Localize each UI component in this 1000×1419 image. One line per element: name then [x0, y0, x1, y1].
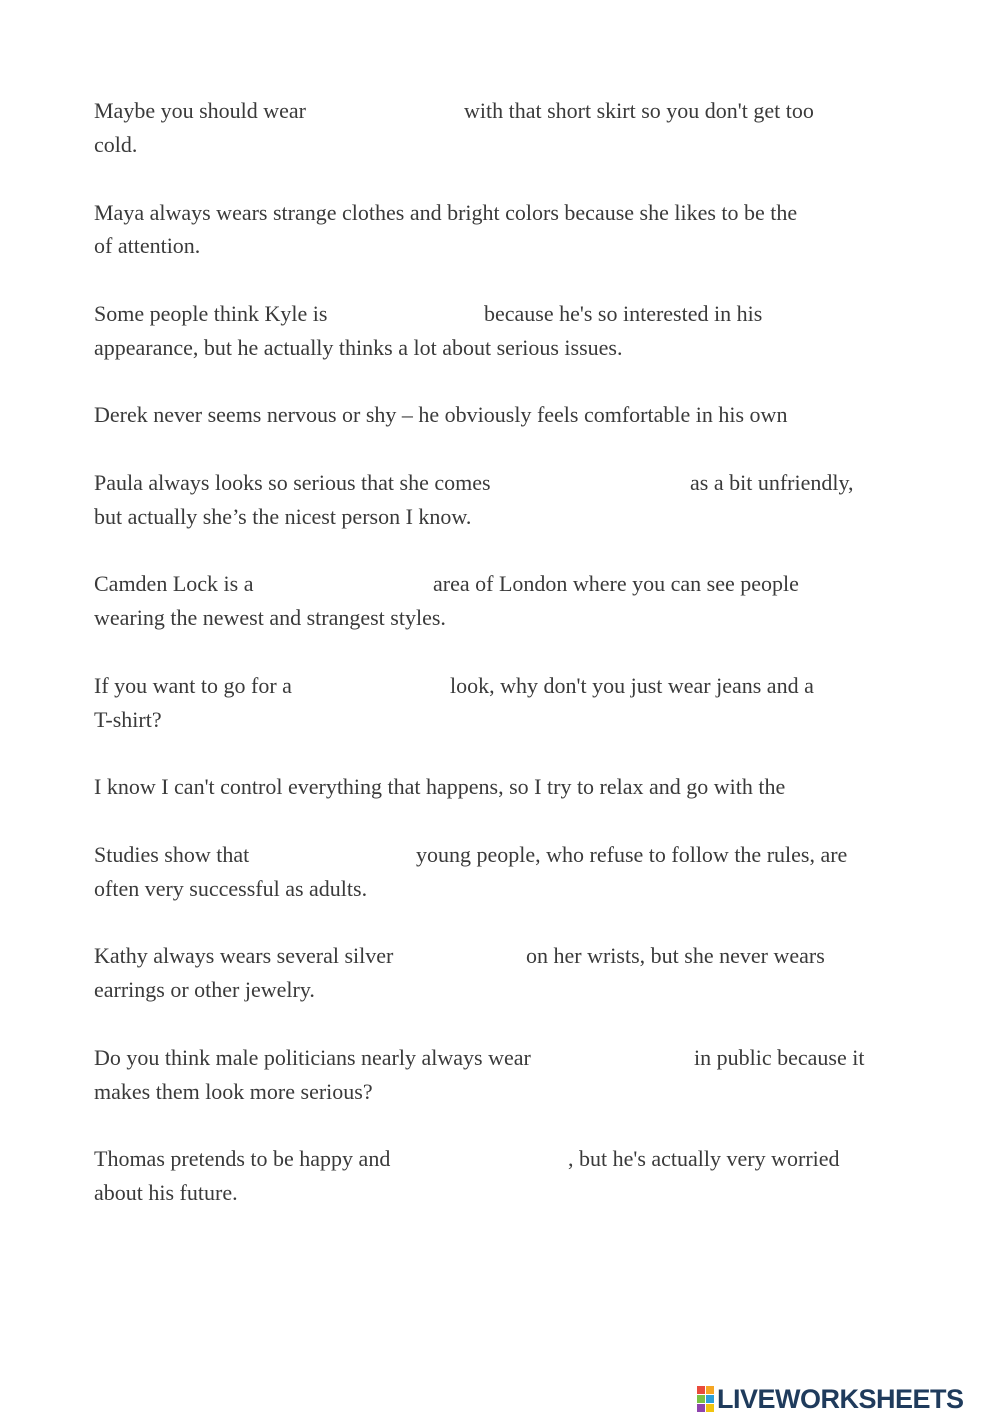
sentence-9-text-c: often very successful as adults.	[94, 876, 368, 901]
sentence-4-text-a: Derek never seems nervous or shy – he obviously feels comfortable in his own	[94, 402, 788, 427]
logo-square	[697, 1386, 705, 1394]
sentence-1-text-c: cold.	[94, 132, 138, 157]
sentence-3-text-a: Some people think Kyle is	[94, 301, 328, 326]
logo-square	[706, 1386, 714, 1394]
sentence-11-text-a: Do you think male politicians nearly always wear	[94, 1045, 531, 1070]
sentence-12-text-a: Thomas pretends to be happy and	[94, 1146, 391, 1171]
sentence-10-blank[interactable]	[420, 941, 524, 971]
sentence-5-text-b: as a bit unfriendly,	[690, 470, 854, 495]
sentence-3-text-b: because he's so interested in his	[484, 301, 763, 326]
sentence-7-text-c: T-shirt?	[94, 707, 162, 732]
sentence-1-text-a: Maybe you should wear	[94, 98, 307, 123]
sentence-3-blank[interactable]	[356, 299, 484, 329]
sentence-7-text-b: look, why don't you just wear jeans and a	[450, 673, 814, 698]
sentence-6-blank[interactable]	[278, 569, 432, 599]
sentence-7-text-a: If you want to go for a	[94, 673, 292, 698]
sentence-6-text-a: Camden Lock is a	[94, 571, 254, 596]
sentence-12-text-c: about his future.	[94, 1180, 238, 1205]
logo-square	[697, 1404, 705, 1412]
sentence-12-text-b: , but he's actually very worried	[568, 1146, 840, 1171]
sentence-11-blank[interactable]	[580, 1043, 694, 1073]
logo-square	[706, 1395, 714, 1403]
logo-square	[697, 1395, 705, 1403]
sentence-3-text-c: appearance, but he actually thinks a lot about serious issues.	[94, 335, 623, 360]
logo-squares-icon	[697, 1386, 714, 1412]
sentence-7-blank[interactable]	[320, 671, 450, 701]
sentence-5-blank[interactable]	[546, 468, 690, 498]
liveworksheets-logo	[697, 1383, 964, 1415]
sentence-1-blank[interactable]	[334, 96, 464, 126]
sentence-11-text-b: in public because it	[694, 1045, 865, 1070]
sentence-6-text-c: wearing the newest and strangest styles.	[94, 605, 446, 630]
sentence-2-text-b: of attention.	[94, 233, 201, 258]
sentence-10-text-a: Kathy always wears several silver	[94, 943, 394, 968]
sentence-11-text-c: makes them look more serious?	[94, 1079, 373, 1104]
sentence-9-text-b: young people, who refuse to follow the rules, are	[416, 842, 848, 867]
sentence-9-blank[interactable]	[274, 840, 414, 870]
sentence-9-text-a: Studies show that	[94, 842, 250, 867]
sentence-6-text-b: area of London where you can see people	[433, 571, 799, 596]
sentence-2-text-a: Maya always wears strange clothes and bright colors because she likes to be the	[94, 200, 798, 225]
sentence-1-text-b: with that short skirt so you don't get too	[464, 98, 814, 123]
logo-square	[706, 1404, 714, 1412]
sentence-12-blank[interactable]	[444, 1144, 566, 1174]
sentence-5-text-c: but actually she’s the nicest person I know.	[94, 504, 472, 529]
sentence-10-text-b: on her wrists, but she never wears	[526, 943, 825, 968]
sentence-5-text-a: Paula always looks so serious that she comes	[94, 470, 491, 495]
logo-text: LIVEWORKSHEETS	[717, 1383, 964, 1414]
sentence-10-text-c: earrings or other jewelry.	[94, 977, 315, 1002]
sentence-8-text-a: I know I can't control everything that happens, so I try to relax and go with the	[94, 774, 786, 799]
